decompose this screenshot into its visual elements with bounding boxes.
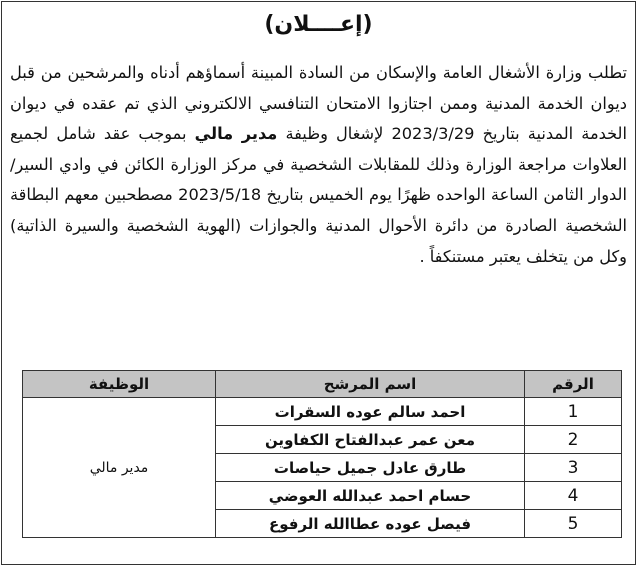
table-header-row: [23, 371, 622, 398]
job-cell: مدير مالي: [23, 398, 216, 538]
candidate-name: حسام احمد عبدالله العوضي: [216, 482, 525, 510]
announcement-body: [10, 58, 627, 272]
row-number: 1: [525, 398, 622, 426]
announcement-title: (إعــــلان): [264, 12, 373, 37]
candidate-name: احمد سالم عوده السقرات: [216, 398, 525, 426]
table-row: [23, 398, 622, 426]
announcement-page: [1, 1, 636, 565]
job-title-highlight: مدير مالي: [194, 124, 278, 144]
header-candidate-name: اسم المرشح: [216, 371, 525, 398]
candidates-table: [22, 370, 622, 538]
row-number: 2: [525, 426, 622, 454]
row-number: 4: [525, 482, 622, 510]
candidate-name: معن عمر عبدالفتاح الكفاوين: [216, 426, 525, 454]
row-number: 5: [525, 510, 622, 538]
candidate-name: طارق عادل جميل حياصات: [216, 454, 525, 482]
header-number: الرقم: [525, 371, 622, 398]
body-text-after: بموجب عقد شامل لجميع العلاوات مراجعة الوزارة وذلك للمقابلات الشخصية في مركز الوزارة الكائن في وادي السير/ الدوار الثامن الساعة الواحده ظهرًا يوم الخميس بتاريخ 2023/5/18 مصطحبين معهم البطاقة الشخصية الصادرة من دائرة الأحوال المدنية والجوازات (الهوية الشخصية والسيرة الذاتية) وكل من يتخلف يعتبر مستنكفاً .: [10, 124, 627, 266]
row-number: 3: [525, 454, 622, 482]
header-job: الوظيفة: [23, 371, 216, 398]
body-text-before: تطلب وزارة الأشغال العامة والإسكان من السادة المبينة أسماؤهم أدناه والمرشحين من قبل ديوان الخدمة المدنية وممن اجتازوا الامتحان التنافسي الالكتروني الذي تم عقده في ديوان الخدمة المدنية بتاريخ 2023/3/29 لإشغال وظيفة: [10, 63, 627, 144]
candidate-name: فيصل عوده عطاالله الرفوع: [216, 510, 525, 538]
